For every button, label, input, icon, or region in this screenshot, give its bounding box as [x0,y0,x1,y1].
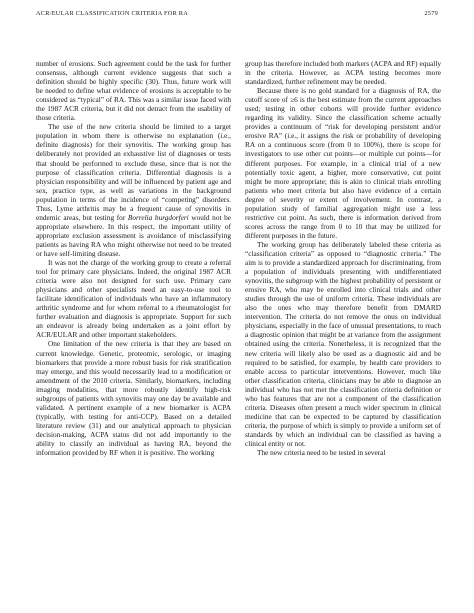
right-column [245,59,441,457]
paragraph-classification: The working group has deliberately labeled these criteria as “classification criteria” as opposed to “diagnostic criteria.” The aim is to provide a standardized approach for discriminating, from a population of individuals presenting with undifferentiated synovitis, the subgroup with the highest probability of persistent or erosive RA, who may be enrolled into clinical trials and other studies through the use of uniform criteria. These individuals are also the ones who may therefore benefit from DMARD intervention. The criteria do not remove the onus on individual physicians, especially in the face of unusual presentations, to reach a diagnostic opinion that might be at variance from the assignment obtained using the criteria. Nonetheless, it is recognized that the new criteria will likely also be used as a diagnostic aid and be required to be satisfied, for example, by health care providers to enable access to particular interventions. However, much like other classification criteria, clinicians may be able to diagnose an individual who has not met the classification criteria definition or who has features that are not a component of the classification criteria. Diseases often present a much wider spectrum in clinical medicine that can be expected to be captured by classification criteria, the purpose of which is simply to provide a uniform set of standards by which an individual can be classified as having a clinical entity or not. [245,239,441,448]
paragraph-text: would not be appropriate elsewhere. In this respect, the important utility of appropriate exclusion assessment is avoidance of misclassifying patients as having RA who might otherwise not need to be treated or have self-limiting disease. [36,212,231,258]
paragraph-limitation: One limitation of the new criteria is that they are based on current knowledge. Genetic, proteomic, serologic, or imaging biomarkers that provide a more robust basis for risk stratification may emerge, and this would necessarily lead to a modification or amendment of the 2010 criteria. Similarly, biomarkers, including imaging modalities, that more robustly identify high-risk subgroups of patients with synovitis may one day be available and validated. A pertinent example of a new biomarker is ACPA (typically, with testing for anti-CCP). Based on a detailed literature review (31) and our analytical approach to physician decision-making, ACPA status did not add importantly to the ability to classify an individual as having RA, beyond the information provided by RF when it is positive. The working [36,339,231,458]
page-number: 2579 [424,10,438,17]
paragraph-target-population [36,122,231,258]
left-column [36,59,231,457]
species-name: Borrelia burgdorferi [127,212,189,222]
paragraph-text: The use of the new criteria should be limited to a target population in whom there is otherwise no explanation (i.e., definite diagnosis) for their synovitis. The working group has deliberately not provided an exhaustive list of diagnoses or tests that should be performed to exclude these, since that is not the purpose of classification criteria. Differential diagnosis is a physician responsibility and will be influenced by patient age and sex, practice type, as well as variations in the background population in terms of the incidence of “competing” disorders. Thus, Lyme arthritis may be a frequent cause of synovitis in endemic areas, but testing for [36,122,231,222]
paragraph-markers: group has therefore included both markers (ACPA and RF) equally in the criteria. However, as ACPA testing becomes more standardized, further refinement may be needed. [245,59,441,87]
paragraph-erosions: number of erosions. Such agreement could be the task for further consensus, although current evidence suggests that such a definition should be highly specific (30). Thus, future work will be needed to define what evidence of erosions is acceptable to be considered as “typical” of RA. This was a similar issue faced with the 1987 ACR criteria, but it did not detract from the usability of those criteria. [36,59,231,123]
running-header [36,10,438,20]
paragraph-testing: The new criteria need to be tested in several [257,448,386,458]
running-title: ACR/EULAR CLASSIFICATION CRITERIA FOR RA [36,10,189,17]
paragraph-cutoff: Because there is no gold standard for a diagnosis of RA, the cutoff score of ≥6 is the best estimate from the current approaches used; testing in other cohorts will provide further evidence regarding its validity. Since the classification scheme actually provides a continuum of “risk for developing persistent and/or erosive RA” (i.e., it assigns the risk or probability of developing RA on a continuous score (from 0 to 100%), there is scope for investigators to use other cut points—or multiple cut points—for different purposes. For example, in a clinical trial of a new potentially toxic agent, a higher, more conservative, cut point might be more appropriate; this is akin to clinical trials enrolling patients who meet criteria but also have evidence of a certain degree of severity or extent of involvement. In contrast, a population study of familial aggregation might use a less restrictive cut point. As such, there is information derived from scores across the range from 0 to 10 that may be utilized for different purposes in the future. [245,86,441,240]
paragraph-referral-tool: It was not the charge of the working group to create a referral tool for primary care physicians. Indeed, the original 1987 ACR criteria were also not designed for such use. Primary care physicians and other specialists need an easy-to-use tool to facilitate identification of individuals who have an inflammatory arthritic syndrome and for whom referral to a rheumatologist for further evaluation and diagnosis is appropriate. Support for such an endeavor is already being undertaken as a joint effort by ACR/EULAR and other important stakeholders. [36,258,231,340]
